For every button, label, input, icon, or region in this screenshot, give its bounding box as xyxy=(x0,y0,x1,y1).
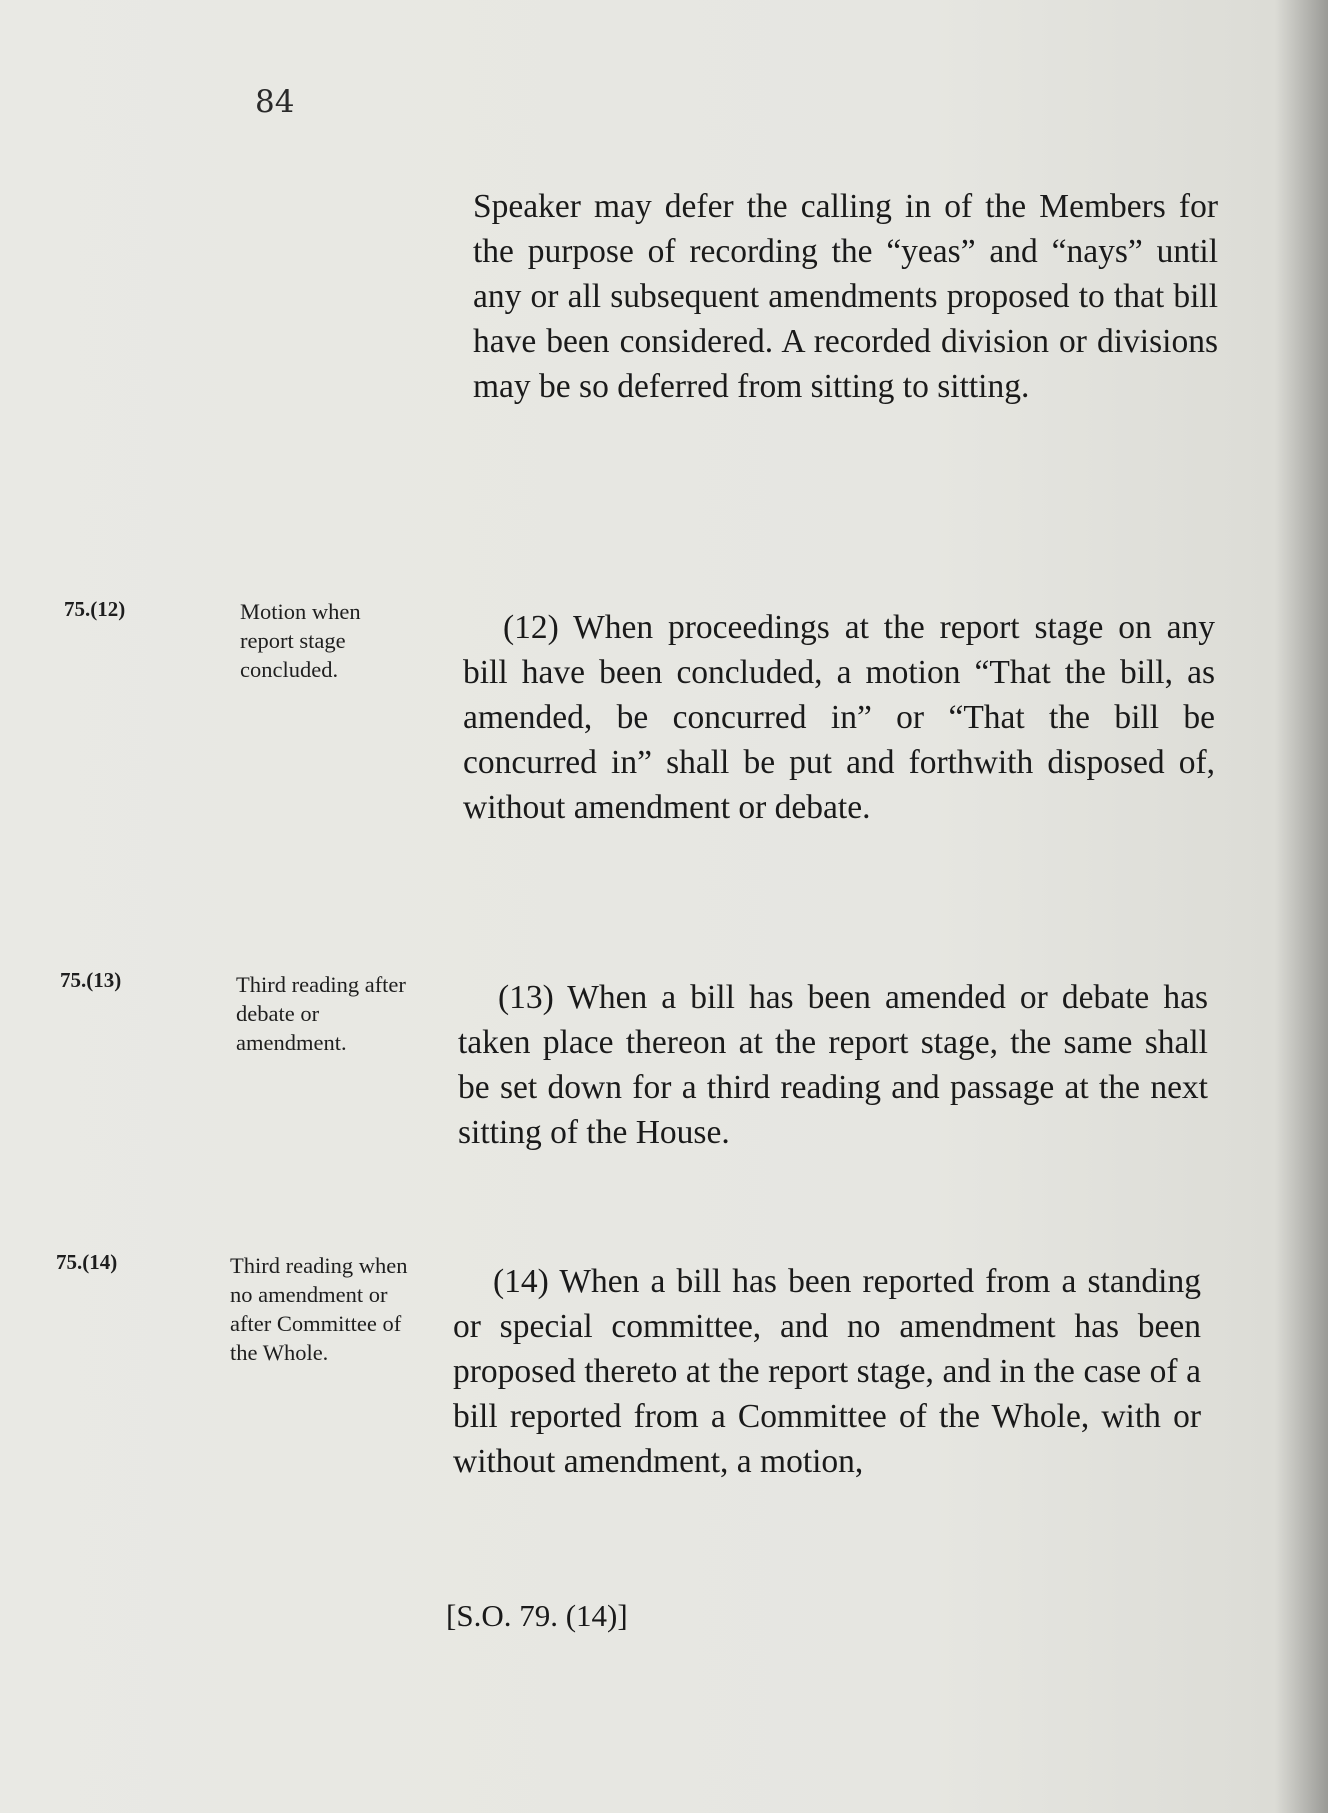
standing-order-reference: [S.O. 79. (14)] xyxy=(446,1598,628,1633)
intro-paragraph-text: Speaker may defer the calling in of the Members for the purpose of recording the “yeas” and “nays” until any or all subsequent amendments proposed to that bill have been considered. A recorded division or divisions may be so deferred from sitting to sitting. xyxy=(473,188,1218,405)
section-text xyxy=(463,605,1215,830)
marginal-note: Motion when report stage concluded. xyxy=(240,599,361,682)
marginal-note: Third reading after debate or amendment. xyxy=(236,972,406,1055)
section-text xyxy=(453,1259,1201,1484)
section-paragraph: (13) When a bill has been amended or debate has taken place thereon at the report stage, the same shall be set down for a third reading and passage at the next sitting of the House. xyxy=(458,979,1208,1151)
intro-paragraph xyxy=(473,184,1218,409)
section-paragraph: (12) When proceedings at the report stage on any bill have been concluded, a motion “That the bill, as amended, be concurred in” or “That the bill be concurred in” shall be put and forthwith disposed of, without amendment or debate. xyxy=(463,609,1215,826)
section-ref: 75.(12) xyxy=(64,597,126,621)
section-ref: 75.(14) xyxy=(56,1250,118,1274)
page-number: 84 xyxy=(255,84,295,120)
section-text xyxy=(458,975,1208,1155)
marginal-note: Third reading when no amendment or after Committee of the Whole. xyxy=(230,1253,408,1365)
section-ref: 75.(13) xyxy=(60,968,122,992)
section-paragraph: (14) When a bill has been reported from a standing or special committee, and no amendment has been proposed thereto at the report stage, and in the case of a bill reported from a Committee of the Whole, with or without amendment, a motion, xyxy=(453,1263,1201,1480)
